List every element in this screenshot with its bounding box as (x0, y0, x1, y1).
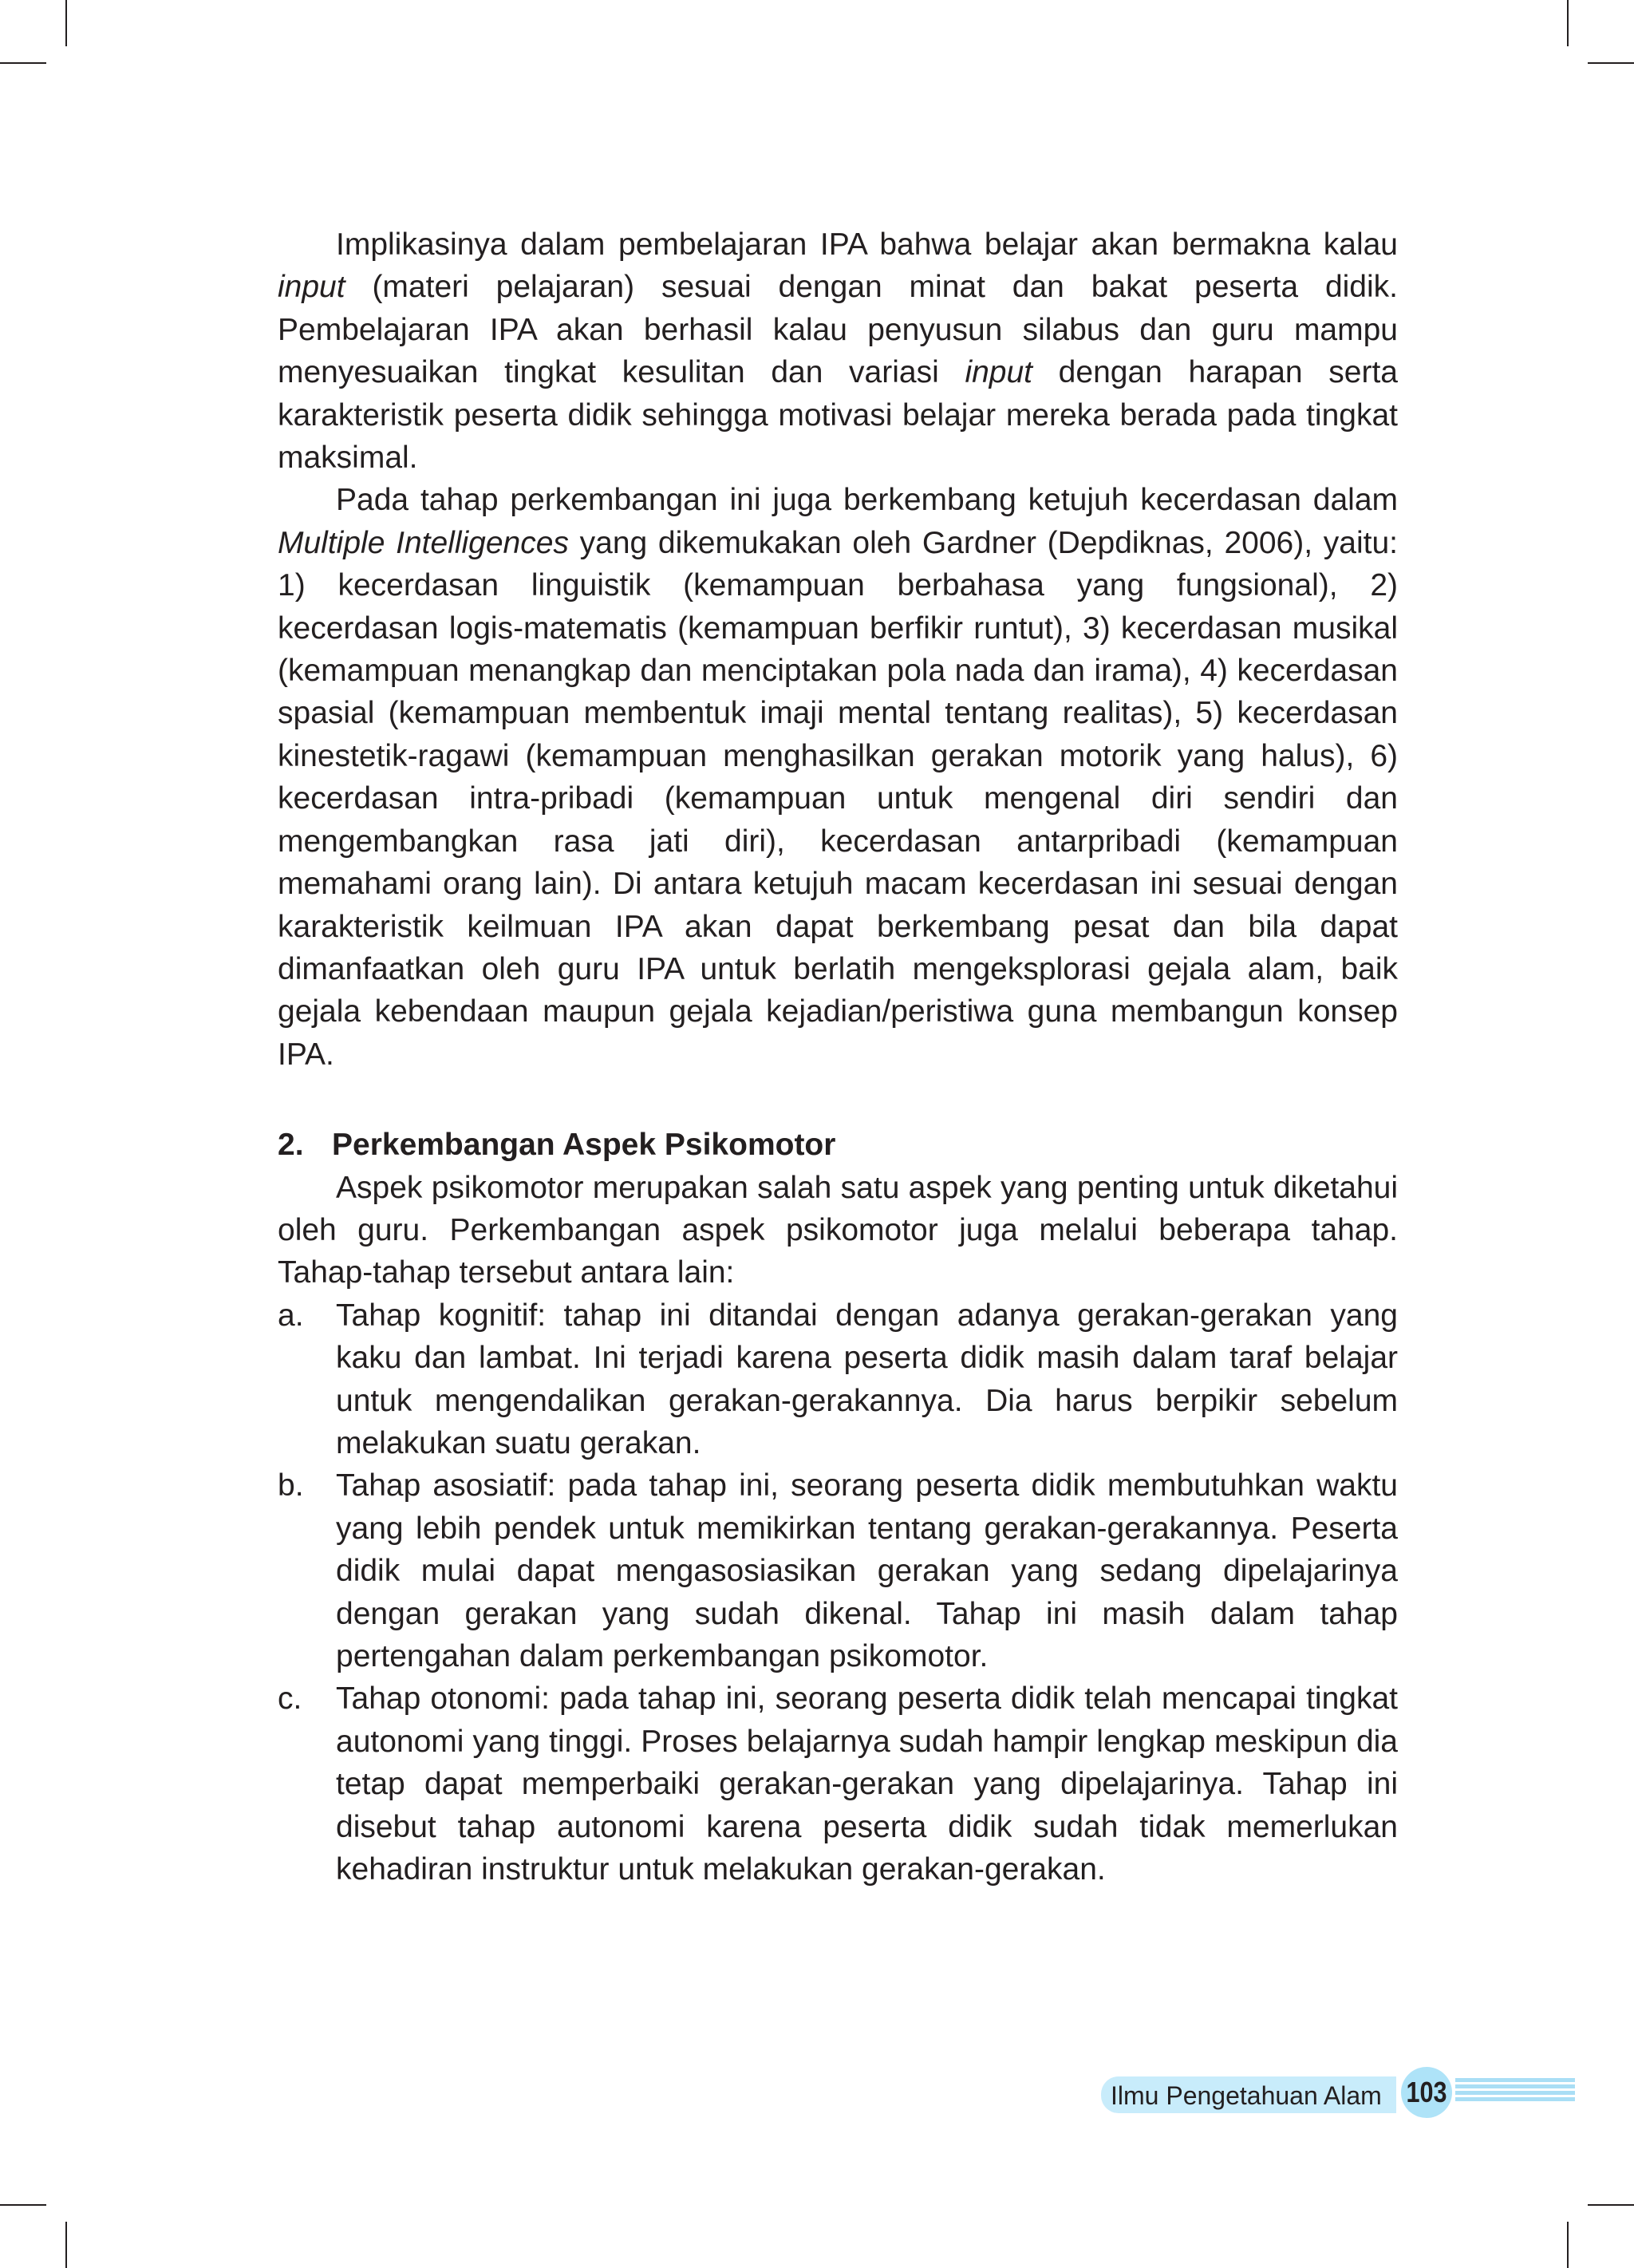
footer-stripes (1455, 2078, 1575, 2104)
paragraph-text: yang dikemukakan oleh Gardner (Depdiknas, 2006), yaitu: 1) kecerdasan linguistik (kemampuan berbahasa yang fungsional), 2) kecerdasan logis-matematis (kemampuan berfikir runtut), 3) kecerdasan musikal (kemampuan menangkap dan menciptakan pola nada dan irama), 4) kecerdasan spasial (kemampuan membentuk imaji mental tentang realitas), 5) kecerdasan kinestetik-ragawi (kemampuan menghasilkan gerakan motorik yang halus), 6) kecerdasan intra-pribadi (kemampuan untuk mengenal diri sendiri dan mengembangkan rasa jati diri), kecerdasan antarpribadi (kemampuan memahami orang lain). Di antara ketujuh macam kecerdasan ini sesuai dengan karakteristik keilmuan IPA akan dapat berkembang pesat dan bila dapat dimanfaatkan oleh guru IPA untuk berlatih mengeksplorasi gejala alam, baik gejala kebendaan maupun gejala kejadian/peristiwa guna membangun konsep IPA. (278, 525, 1399, 1072)
italic-term: input (278, 270, 345, 305)
book-title: Ilmu Pengetahuan Alam (1111, 2081, 1382, 2110)
crop-mark (1567, 2222, 1569, 2268)
crop-mark (1588, 2204, 1634, 2206)
list-item (278, 1294, 1398, 1465)
crop-mark (0, 2204, 46, 2206)
page-content (278, 223, 1398, 1891)
list-item-text: Tahap asosiatif: pada tahap ini, seorang peserta didik membutuhkan waktu yang lebih pendek untuk memikirkan tentang gerakan-gerakannya. Peserta didik mulai dapat mengasosiasikan gerakan yang sedang dipelajarinya dengan gerakan yang sudah dikenal. Tahap ini masih dalam tahap pertengahan dalam perkembangan psikomotor. (336, 1468, 1398, 1673)
list-marker: b. (278, 1468, 304, 1503)
stage-list (278, 1294, 1398, 1891)
paragraph-text: Implikasinya dalam pembelajaran IPA bahwa belajar akan bermakna (336, 227, 1311, 262)
section-title: Perkembangan Aspek Psikomotor (332, 1128, 836, 1163)
paragraph-text: Pada tahap perkembangan ini juga berkembang ketujuh kecerdasan dalam (336, 483, 1398, 518)
page-number: 103 (1406, 2076, 1447, 2108)
list-item-text: Tahap kognitif: tahap ini ditandai dengan adanya gerakan-gerakan yang kaku dan lambat. Ini terjadi karena peserta didik masih dalam taraf belajar untuk mengendalikan gerakan-gerakannya. Dia harus berpikir sebelum melakukan suatu gerakan. (336, 1298, 1398, 1460)
section-heading (278, 1124, 1398, 1166)
page-footer (1095, 2067, 1573, 2118)
crop-mark (1588, 62, 1634, 64)
list-marker: a. (278, 1298, 304, 1333)
list-marker: c. (278, 1681, 302, 1717)
paragraph-intelligences (278, 479, 1398, 1076)
list-item (278, 1464, 1398, 1677)
italic-term: input (965, 355, 1033, 390)
paragraph-implications (278, 223, 1398, 479)
paragraph-text: dengan harapan serta karakteristik peserta didik sehingga motivasi belajar mereka berada pada tingkat maksimal. (278, 355, 1398, 476)
list-item-text: Tahap otonomi: pada tahap ini, seorang peserta didik telah mencapai tingkat autonomi yang tinggi. Proses belajarnya sudah hampir lengkap meskipun dia tetap dapat memperbaiki gerakan-gerakan yang dipelajarinya. Tahap ini disebut tahap autonomi karena peserta didik sudah tidak memerlukan kehadiran instruktur untuk melakukan gerakan-gerakan. (336, 1681, 1398, 1887)
paragraph-text: (materi pelajaran) sesuai dengan minat dan bakat peserta didik. Pembelajaran IPA akan berhasil kalau penyusun silabus dan guru mampu menyesuaikan tingkat kesulitan dan variasi (278, 270, 1398, 390)
section-number: 2. (278, 1128, 304, 1163)
crop-mark (65, 0, 67, 46)
section-intro: Aspek psikomotor merupakan salah satu aspek yang penting untuk diketahui oleh guru. Perkembangan aspek psikomotor juga melalui beberapa tahap. Tahap-tahap tersebut antara lain: (278, 1170, 1398, 1290)
italic-term: Multiple Intelligences (278, 525, 569, 560)
paragraph-text: kalau (1323, 227, 1398, 262)
crop-mark (65, 2222, 67, 2268)
crop-mark (1567, 0, 1569, 46)
crop-mark (0, 62, 46, 64)
list-item (278, 1677, 1398, 1891)
